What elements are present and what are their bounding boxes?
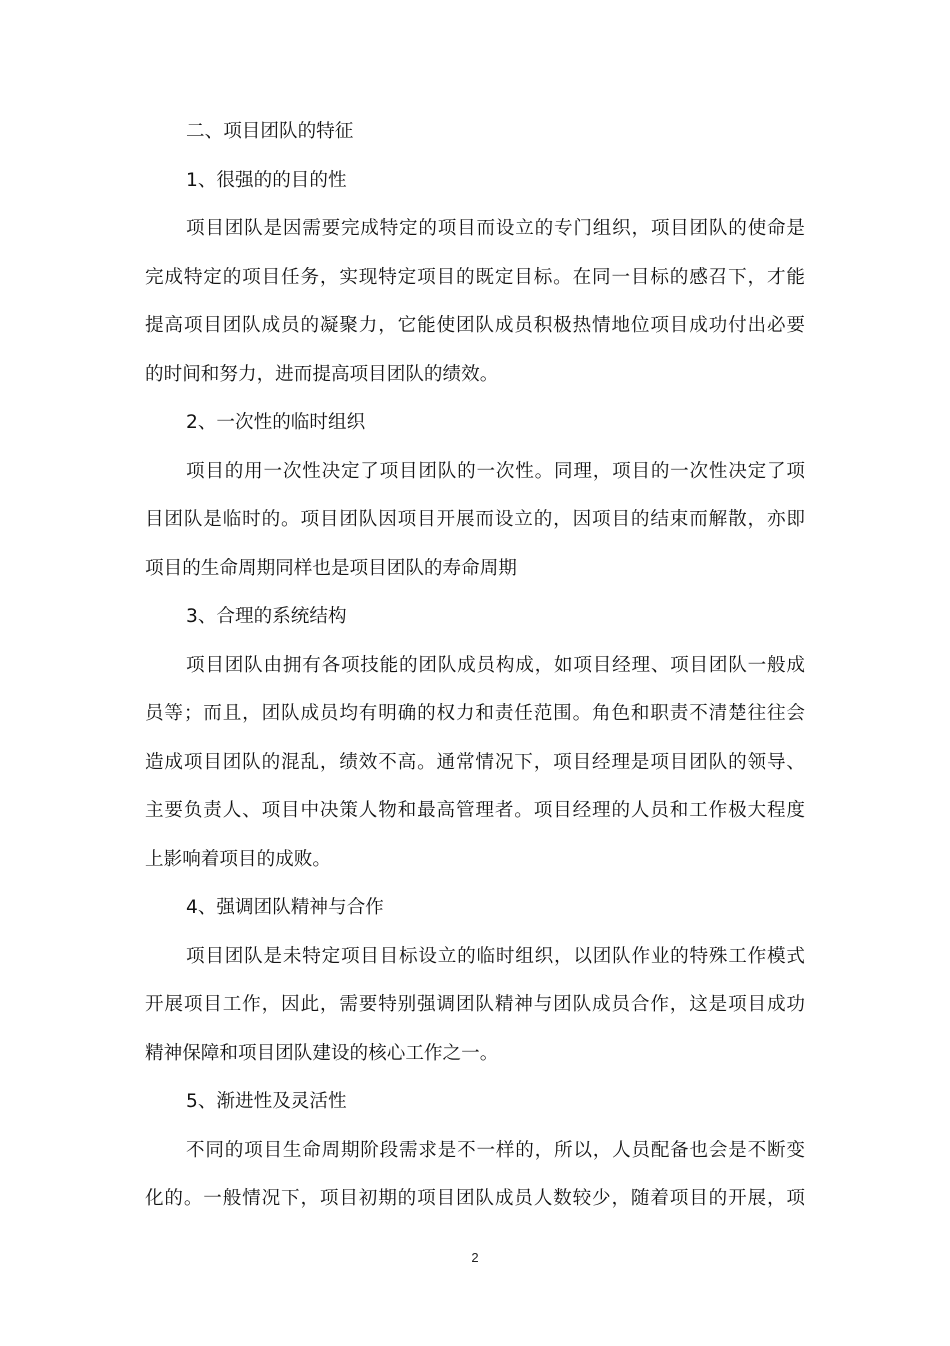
text-line: 项目团队由拥有各项技能的团队成员构成，如项目经理、项目团队一般成 [186, 654, 805, 676]
text-line: 5、渐进性及灵活性 [186, 1091, 347, 1112]
text-line: 提高项目团队成员的凝聚力，它能使团队成员积极热情地位项目成功付出必要 [145, 315, 805, 336]
section-title: 二、项目团队的特征 [186, 121, 354, 142]
text-line: 3、合理的系统结构 [186, 606, 347, 627]
text-line: 精神保障和项目团队建设的核心工作之一。 [145, 1042, 499, 1064]
text-line: 完成特定的项目任务，实现特定项目的既定目标。在同一目标的感召下，才能 [145, 266, 805, 288]
section-heading [145, 593, 805, 642]
text-line: 员等；而且，团队成员均有明确的权力和责任范围。角色和职责不清楚往往会 [145, 703, 805, 724]
text-line: 项目的生命周期同样也是项目团队的寿命周期 [145, 557, 517, 579]
paragraph [145, 205, 805, 399]
text-line: 不同的项目生命周期阶段需求是不一样的，所以，人员配备也会是不断变 [186, 1139, 805, 1161]
text-line: 造成项目团队的混乱，绩效不高。通常情况下，项目经理是项目团队的领导、 [145, 751, 805, 773]
page-number: 2 [471, 1250, 479, 1265]
paragraph [145, 1127, 805, 1224]
text-line: 项目团队是未特定项目目标设立的临时组织，以团队作业的特殊工作模式 [186, 945, 805, 967]
section-heading [145, 399, 805, 448]
paragraph [145, 448, 805, 594]
text-line: 项目的用一次性决定了项目团队的一次性。同理，项目的一次性决定了项 [186, 460, 805, 482]
text-line: 上影响着项目的成败。 [145, 848, 331, 870]
text-line: 的时间和努力，进而提高项目团队的绩效。 [145, 363, 499, 385]
text-line: 化的。一般情况下，项目初期的项目团队成员人数较少，随着项目的开展，项 [145, 1188, 805, 1209]
text-line: 1、很强的的目的性 [186, 169, 347, 191]
section-heading [145, 1078, 805, 1127]
text-line: 项目团队是因需要完成特定的项目而设立的专门组织，项目团队的使命是 [186, 218, 805, 239]
content-blocks [145, 157, 805, 1224]
paragraph [145, 933, 805, 1079]
text-line: 开展项目工作，因此，需要特别强调团队精神与团队成员合作，这是项目成功 [145, 994, 805, 1015]
section-heading [145, 884, 805, 933]
document-body [145, 108, 805, 1224]
paragraph [145, 642, 805, 885]
text-line: 2、一次性的临时组织 [186, 412, 366, 433]
text-line: 4、强调团队精神与合作 [186, 897, 384, 918]
section-heading [145, 157, 805, 206]
text-line: 目团队是临时的。项目团队因项目开展而设立的，因项目的结束而解散，亦即 [145, 509, 805, 530]
text-line: 主要负责人、项目中决策人物和最高管理者。项目经理的人员和工作极大程度 [145, 800, 805, 821]
